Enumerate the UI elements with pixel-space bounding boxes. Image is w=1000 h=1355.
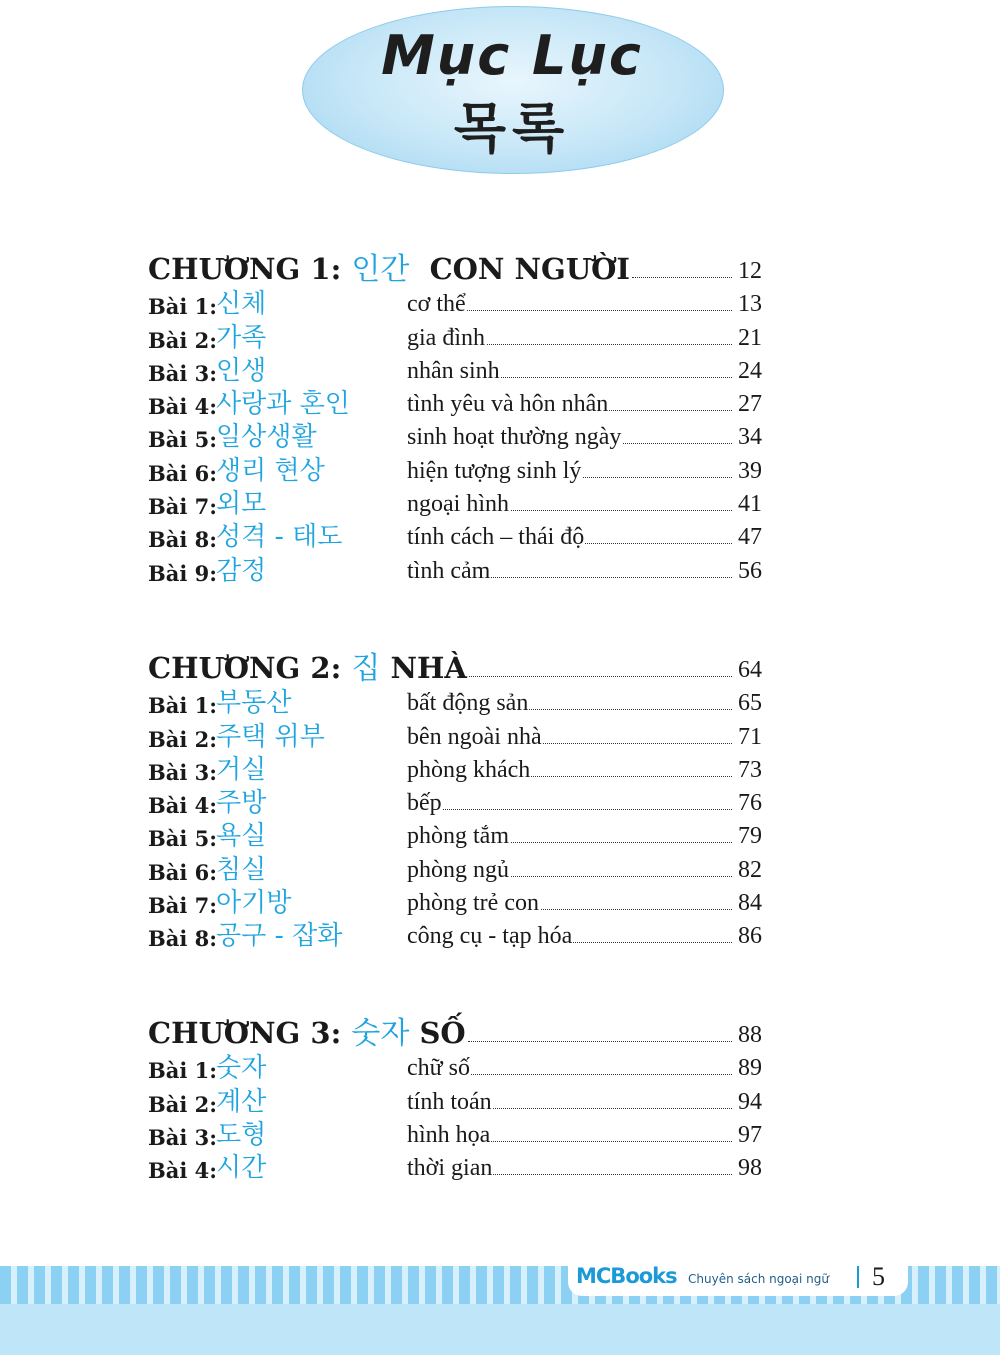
lesson-vietnamese: bất động sản [407, 690, 529, 717]
lesson-vietnamese: ngoại hình [407, 491, 509, 518]
lesson-row[interactable] [148, 384, 762, 420]
lesson-korean: 거실 [216, 754, 267, 785]
chapter-vietnamese: SỐ [419, 1016, 466, 1050]
lesson-label: Bài 9: [148, 560, 218, 586]
lesson-row[interactable] [148, 450, 762, 486]
lesson-label: Bài 3: [148, 360, 218, 386]
page-title-korean: 목록 [453, 97, 571, 160]
lesson-label: Bài 6: [148, 859, 218, 885]
lesson-page: 73 [738, 756, 762, 783]
lesson-page: 47 [738, 524, 762, 551]
lesson-vietnamese: bếp [407, 790, 442, 817]
chapter-korean: 집 [351, 651, 381, 686]
lesson-label: Bài 7: [148, 494, 218, 520]
lesson-label: Bài 1: [148, 693, 218, 719]
lesson-page: 97 [738, 1121, 762, 1148]
lesson-page: 24 [738, 357, 762, 384]
lesson-label: Bài 1: [148, 1058, 218, 1084]
lesson-vietnamese: thời gian [407, 1155, 493, 1182]
lesson-label: Bài 2: [148, 726, 218, 752]
lesson-korean: 계산 [216, 1086, 267, 1117]
lesson-row[interactable] [148, 716, 762, 752]
dot-leader [469, 676, 732, 677]
chapter-1 [148, 244, 762, 584]
lesson-row[interactable] [148, 683, 762, 719]
lesson-korean: 인생 [216, 355, 267, 386]
lesson-vietnamese: nhân sinh [407, 357, 500, 384]
chapter-vietnamese: NHÀ [390, 651, 467, 685]
lesson-label: Bài 5: [148, 427, 218, 453]
lesson-korean: 부동산 [216, 688, 292, 719]
lesson-vietnamese: hiện tượng sinh lý [407, 457, 582, 484]
chapter-vietnamese: CON NGƯỜI [429, 252, 630, 286]
lesson-korean: 아기방 [216, 888, 292, 919]
chapter-label: CHƯƠNG 2: [148, 651, 342, 685]
lesson-page: 82 [738, 856, 762, 883]
brand-logo: MCBooks [576, 1264, 677, 1288]
lesson-page: 98 [738, 1155, 762, 1182]
lesson-vietnamese: phòng ngủ [407, 856, 509, 883]
lesson-vietnamese: hình họa [407, 1121, 491, 1148]
chapter-korean: 숫자 [351, 1016, 410, 1051]
lesson-page: 71 [738, 723, 762, 750]
lesson-korean: 생리 현상 [216, 455, 325, 486]
lesson-vietnamese: công cụ - tạp hóa [407, 923, 573, 950]
lesson-korean: 숫자 [216, 1053, 267, 1084]
lesson-korean: 주방 [216, 788, 267, 819]
lesson-row[interactable] [148, 1048, 762, 1084]
lesson-row[interactable] [148, 1115, 762, 1148]
lesson-korean: 일상생활 [216, 422, 317, 453]
lesson-row[interactable] [148, 1081, 762, 1117]
chapter-label: CHƯƠNG 3: [148, 1016, 342, 1050]
lesson-vietnamese: tình yêu và hôn nhân [407, 391, 609, 418]
lesson-row[interactable] [148, 317, 762, 353]
lesson-vietnamese: bên ngoài nhà [407, 723, 542, 750]
lesson-label: Bài 7: [148, 893, 218, 919]
lesson-label: Bài 1: [148, 294, 218, 320]
lesson-page: 65 [738, 690, 762, 717]
chapter-page: 88 [738, 1022, 762, 1048]
lesson-row[interactable] [148, 783, 762, 819]
chapter-page: 12 [738, 258, 762, 284]
lesson-page: 13 [738, 291, 762, 318]
lesson-korean: 시간 [216, 1153, 267, 1184]
lesson-row[interactable] [148, 517, 762, 553]
lesson-row[interactable] [148, 916, 762, 952]
dot-leader [407, 809, 732, 810]
lesson-label: Bài 4: [148, 394, 218, 420]
dot-leader [468, 1041, 732, 1042]
page-number: 5 [872, 1262, 885, 1291]
lesson-vietnamese: cơ thể [407, 291, 466, 318]
lesson-korean: 감정 [216, 555, 267, 586]
lesson-korean: 가족 [216, 322, 267, 353]
lesson-row[interactable] [148, 417, 762, 453]
lesson-label: Bài 4: [148, 1158, 218, 1184]
lesson-page: 34 [738, 424, 762, 451]
lesson-korean: 사랑과 혼인 [216, 389, 350, 420]
lesson-vietnamese: gia đình [407, 324, 485, 351]
lesson-row[interactable] [148, 484, 762, 520]
lesson-row[interactable] [148, 849, 762, 885]
lesson-page: 39 [738, 457, 762, 484]
lesson-page: 79 [738, 823, 762, 850]
lesson-page: 94 [738, 1088, 762, 1115]
lesson-page: 89 [738, 1055, 762, 1082]
brand-tagline: Chuyên sách ngoại ngữ [688, 1272, 830, 1286]
lesson-page: 21 [738, 324, 762, 351]
lesson-page: 86 [738, 923, 762, 950]
chapter-2 [148, 643, 762, 952]
chapter-title [148, 651, 467, 686]
lesson-row[interactable] [148, 750, 762, 783]
lesson-row[interactable] [148, 816, 762, 852]
lesson-row[interactable] [148, 550, 762, 586]
chapter-heading[interactable] [148, 643, 762, 686]
lesson-label: Bài 4: [148, 793, 218, 819]
lesson-korean: 외모 [216, 489, 267, 520]
chapter-title [148, 1016, 466, 1051]
lesson-vietnamese: tình cảm [407, 557, 491, 584]
chapter-label: CHƯƠNG 1: [148, 252, 342, 286]
lesson-page: 41 [738, 491, 762, 518]
lesson-label: Bài 3: [148, 1124, 218, 1150]
lesson-page: 56 [738, 557, 762, 584]
lesson-vietnamese: phòng tắm [407, 823, 509, 850]
lesson-vietnamese: phòng khách [407, 756, 531, 783]
dot-leader [632, 277, 732, 278]
lesson-vietnamese: tính cách – thái độ [407, 524, 585, 551]
chapter-korean: 인간 [351, 252, 410, 287]
lesson-korean: 신체 [216, 289, 267, 320]
lesson-korean: 성격 - 태도 [216, 522, 343, 553]
lesson-row[interactable] [148, 284, 762, 320]
lesson-vietnamese: phòng trẻ con [407, 890, 539, 917]
lesson-vietnamese: tính toán [407, 1088, 492, 1115]
lesson-label: Bài 6: [148, 460, 218, 486]
lesson-korean: 욕실 [216, 821, 267, 852]
lesson-label: Bài 2: [148, 1091, 218, 1117]
lesson-row[interactable] [148, 351, 762, 384]
lesson-label: Bài 3: [148, 759, 218, 785]
lesson-row[interactable] [148, 1148, 762, 1184]
footer-band [0, 1304, 1000, 1355]
chapter-page: 64 [738, 657, 762, 683]
footer-divider [857, 1266, 859, 1288]
lesson-page: 76 [738, 790, 762, 817]
chapter-heading[interactable] [148, 244, 762, 287]
lesson-vietnamese: sinh hoạt thường ngày [407, 424, 622, 451]
lesson-page: 84 [738, 890, 762, 917]
lesson-vietnamese: chữ số [407, 1055, 470, 1082]
page-title-vietnamese: Mục Lục [381, 24, 643, 87]
lesson-page: 27 [738, 391, 762, 418]
lesson-korean: 침실 [216, 854, 267, 885]
lesson-korean: 주택 위부 [216, 721, 325, 752]
lesson-row[interactable] [148, 883, 762, 919]
lesson-label: Bài 8: [148, 527, 218, 553]
lesson-label: Bài 5: [148, 826, 218, 852]
lesson-label: Bài 2: [148, 327, 218, 353]
lesson-label: Bài 8: [148, 926, 218, 952]
lesson-korean: 도형 [216, 1119, 267, 1150]
lesson-korean: 공구 - 잡화 [216, 921, 343, 952]
chapter-3 [148, 1008, 762, 1184]
chapter-heading[interactable] [148, 1008, 762, 1051]
chapter-title [148, 252, 630, 287]
